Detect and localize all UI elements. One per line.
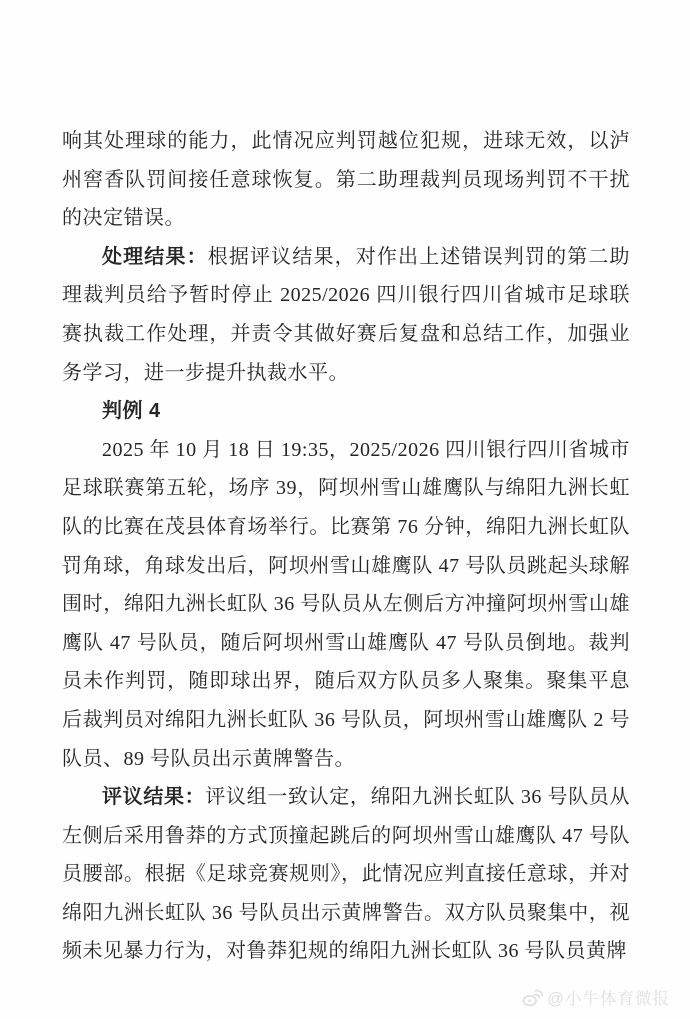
handling-result-label: 处理结果： <box>102 245 208 268</box>
weibo-icon <box>521 988 543 1007</box>
document-content <box>62 122 630 971</box>
watermark-text: @小牛体育微报 <box>547 990 670 1008</box>
review-result-label: 评议结果： <box>102 786 206 809</box>
case-body-paragraph: 2025 年 10 月 18 日 19:35，2025/2026 四川银行四川省城市足球联赛第五轮，场序 39，阿坝州雪山雄鹰队与绵阳九洲长虹队的比赛在茂县体育场举行。比赛第 76 分钟，绵阳九洲长虹队罚角球，角球发出后，阿坝州雪山雄鹰队 47 号队员跳起头球解围时，绵阳九洲长虹队 36 号队员从左侧后方冲撞阿坝州雪山雄鹰队 47 号队员，随后阿坝州雪山雄鹰队 47 号队员倒地。裁判员未作判罚，随即球出界，随后双方队员多人聚集。聚集平息后裁判员对绵阳九洲长虹队 36 号队员，阿坝州雪山雄鹰队 2 号队员、89 号队员出示黄牌警告。 <box>62 438 630 770</box>
handling-result-paragraph <box>62 238 630 392</box>
case-heading: 判例 4 <box>102 400 161 423</box>
review-result-text: 评议组一致认定，绵阳九洲长虹队 36 号队员从左侧后采用鲁莽的方式顶撞起跳后的阿坝州雪山雄鹰队 47 号队员腰部。根据《足球竞赛规则》，此情况应判直接任意球，并对绵阳九洲长虹队 36 号队员出示黄牌警告。双方队员聚集中，视频未见暴力行为，对鲁莽犯规的绵阳九洲长虹队 36 号队员黄牌 <box>62 786 631 963</box>
watermark <box>521 985 670 1009</box>
handling-result-text: 根据评议结果，对作出上述错误判罚的第二助理裁判员给予暂时停止 2025/2026 四川银行四川省城市足球联赛执裁工作处理，并责令其做好赛后复盘和总结工作，加强业务学习，进一步提升执裁水平。 <box>62 245 631 384</box>
review-result-paragraph <box>62 778 630 971</box>
paragraph-continuation: 响其处理球的能力，此情况应判罚越位犯规，进球无效，以泸州窖香队罚间接任意球恢复。第二助理裁判员现场判罚不干扰的决定错误。 <box>62 130 630 230</box>
